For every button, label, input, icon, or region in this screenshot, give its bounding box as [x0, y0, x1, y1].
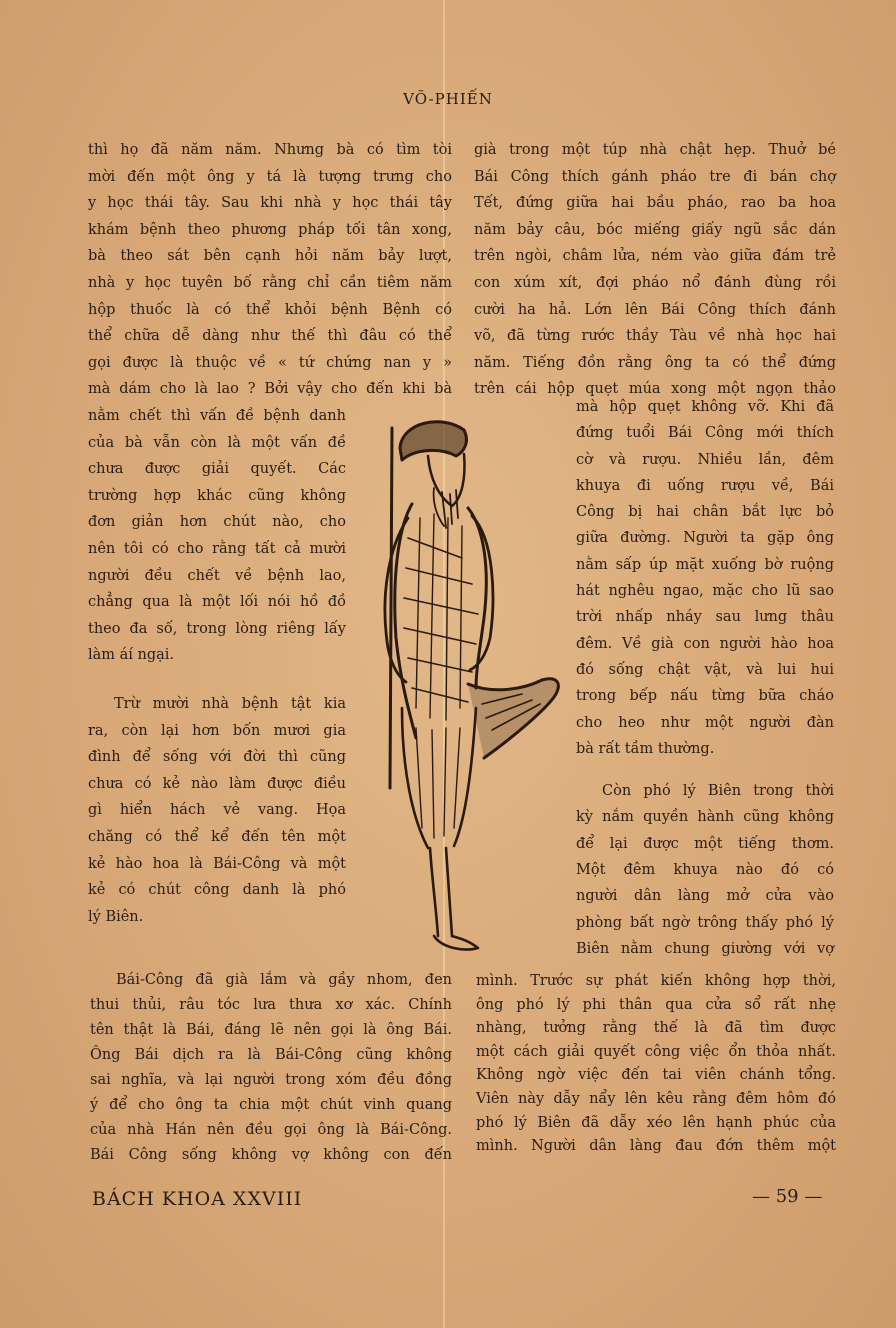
text-line: nhà y học tuyên bố rằng chỉ cần tiêm năm [88, 274, 452, 291]
text-line: tên thật là Bái, đáng lẽ nên gọi là ông Bái. [90, 1022, 452, 1038]
left-column-bottom [90, 968, 452, 1168]
paragraph [476, 970, 836, 1159]
paragraph [90, 968, 452, 1168]
text-line: giữa đường. Người ta gặp ông [576, 530, 834, 547]
text-line: bà theo sát bên cạnh hỏi năm bảy lượt, [88, 248, 452, 265]
text-line: thì họ đã năm năm. Nhưng bà có tìm tòi [88, 142, 452, 158]
paragraph [576, 394, 834, 762]
text-line: trong bếp nấu từng bữa cháo [576, 688, 834, 705]
text-line: ông phó lý phi thân qua cửa sổ rất nhẹ [476, 996, 836, 1013]
text-line: ra, còn lại hơn bốn mươi gia [88, 722, 346, 739]
text-line: người đều chết về bệnh lao, [88, 567, 346, 584]
text-line: Bái-Công đã già lắm và gầy nhom, đen [116, 972, 452, 988]
text-line: cho heo như một người đàn [576, 714, 834, 731]
text-line: hát nghêu ngao, mặc cho lũ sao [576, 583, 834, 600]
left-column-top [88, 137, 452, 403]
text-line: gì hiển hách vẻ vang. Họa [88, 802, 346, 819]
text-line: đứng tuổi Bái Công mới thích [576, 425, 834, 442]
old-man-illustration [372, 408, 568, 960]
text-line: Công bị hai chân bắt lực bỏ [576, 504, 834, 521]
text-line: chưa có kẻ nào làm được điều [88, 775, 346, 792]
standing-leg [430, 848, 452, 936]
text-line: trường hợp khác cũng không [88, 487, 346, 504]
text-line: trời nhấp nháy sau lưng thâu [576, 609, 834, 626]
text-line: làm áí ngại. [88, 647, 175, 664]
text-line: của nhà Hán nên đều gọi ông là Bái-Công. [90, 1122, 452, 1138]
text-line: Không ngờ việc đến tai viên chánh tổng. [476, 1067, 836, 1084]
text-line: phòng bất ngờ trông thấy phó lý [576, 914, 834, 931]
beard-strokes [434, 488, 458, 528]
text-line: để lại được một tiếng thơm. [576, 835, 834, 852]
paragraph [88, 691, 346, 930]
text-line: một cách giải quyết công việc ổn thỏa nhất. [476, 1043, 836, 1060]
text-line: chăng có thể kể đến tên một [88, 828, 346, 845]
text-line: năm bảy câu, bóc miếng giấy ngũ sắc dán [474, 221, 836, 238]
text-line: phó lý Biên đã dẫy xéo lên hạnh phúc của [476, 1114, 836, 1131]
text-line: đêm. Về già con người hào hoa [576, 635, 834, 652]
right-column-top [474, 137, 836, 403]
left-arm [385, 518, 408, 682]
right-column-bottom [476, 970, 836, 1159]
text-line: ý để cho ông ta chia một chút vinh quang [90, 1097, 452, 1113]
text-line: bà rất tầm thường. [576, 740, 715, 757]
foot [434, 936, 478, 950]
text-line: khuya đi uống rượu về, Bái [576, 477, 834, 494]
text-line: của bà vẫn còn là một vấn đề [88, 434, 346, 451]
text-line: Còn phó lý Biên trong thời [602, 783, 834, 800]
text-line: kẻ hào hoa là Bái-Công và một [88, 855, 346, 872]
text-line: hộp thuốc là có thể khỏi bệnh Bệnh có [88, 301, 452, 318]
text-line: võ, đã từng rước thầy Tàu về nhà học hai [474, 328, 836, 345]
text-line: năm. Tiếng đồn rằng ông ta có thể đứng [474, 354, 836, 371]
left-column-narrow [88, 403, 346, 930]
paragraph [474, 137, 836, 403]
text-line: đó sống chật vật, và lui hui [576, 661, 834, 678]
text-line: đình để sống với đời thì cũng [88, 749, 346, 766]
text-line: Tết, đứng giữa hai bầu pháo, rao ba hoa [474, 195, 836, 212]
text-line: Bái Công sống không vợ không con đến [90, 1147, 452, 1163]
text-line: người dân làng mở cửa vào [576, 888, 834, 905]
turban-shape [400, 422, 466, 460]
text-line: Ông Bái dịch ra là Bái-Công cũng không [90, 1047, 452, 1063]
text-line: mình. Trước sự phát kiến không hợp thời, [476, 973, 836, 989]
text-line: Viên này dẫy nẩy lên kêu rằng đêm hôm đó [476, 1090, 836, 1107]
text-line: đơn giản hơn chút nào, cho [88, 514, 346, 531]
page-number: — 59 — [752, 1186, 823, 1207]
text-line: lý Biên. [88, 908, 144, 925]
text-line: mình. Người dân làng đau đớn thêm một [476, 1138, 836, 1155]
text-line: mời đến một ông y tá là tượng trưng cho [88, 168, 452, 185]
right-column-narrow [576, 394, 834, 962]
magazine-footer: BÁCH KHOA XXVIII [92, 1188, 303, 1210]
text-line: nằm sấp úp mặt xuống bờ ruộng [576, 556, 834, 573]
text-line: trên ngòi, châm lửa, ném vào giữa đám trẻ [474, 248, 836, 265]
text-line: gọi được là thuộc về « tứ chứng nan y » [88, 354, 452, 371]
garment-hatching [404, 538, 478, 702]
paragraph-gap [576, 762, 834, 778]
text-line: y học thái tây. Sau khi nhà y học thái tây [88, 195, 452, 212]
text-line: Một đêm khuya nào đó có [576, 862, 834, 879]
text-line: cờ và rượu. Nhiều lần, đêm [576, 451, 834, 468]
text-line: cười ha hả. Lớn lên Bái Công thích đánh [474, 301, 836, 318]
staff-stroke [390, 428, 392, 788]
text-line: Bái Công thích gánh pháo tre đi bán chợ [474, 168, 836, 185]
paragraph-gap [88, 669, 346, 691]
text-line: mà hộp quẹt không vỡ. Khi đã [576, 399, 834, 415]
text-line: chẳng qua là một lối nói hồ đồ [88, 594, 346, 611]
text-line: kỳ nắm quyền hành cũng không [576, 809, 834, 826]
text-line: nên tôi có cho rằng tất cả mười [88, 540, 346, 557]
text-line: con xúm xít, đợi pháo nổ đánh đùng rồi [474, 274, 836, 291]
text-line: theo đa số, trong lòng riêng lấy [88, 620, 346, 637]
text-line: trên cái hộp quẹt múa xong một ngọn thảo [474, 381, 836, 398]
paragraph [88, 137, 452, 403]
text-line: già trong một túp nhà chật hẹp. Thuở bé [474, 142, 836, 158]
text-line: khám bệnh theo phương pháp tối tân xong, [88, 221, 452, 238]
paragraph [88, 403, 346, 669]
text-line: thể chữa dễ dàng như thế thì đâu có thể [88, 328, 452, 345]
text-line: Biên nằm chung giường với vợ [576, 940, 834, 957]
running-head: VÕ-PHIẾN [403, 90, 493, 108]
text-line: nằm chết thì vấn đề bệnh danh [88, 408, 346, 424]
text-line: chưa được giải quyết. Các [88, 461, 346, 478]
garment-folds [416, 514, 462, 720]
paragraph [576, 778, 834, 962]
text-line: Trừ mười nhà bệnh tật kia [114, 695, 346, 712]
text-line: thui thủi, râu tóc lưa thưa xơ xác. Chính [90, 997, 452, 1013]
text-line: nhàng, tưởng rằng thế là đã tìm được [476, 1020, 836, 1037]
robe-folds [416, 728, 460, 838]
text-line: kẻ có chút công danh là phó [88, 882, 346, 899]
text-line: mà dám cho là lao ? Bởi vậy cho đến khi bà [88, 381, 452, 398]
text-line: sai nghĩa, và lại người trong xóm đều đồng [90, 1072, 452, 1088]
